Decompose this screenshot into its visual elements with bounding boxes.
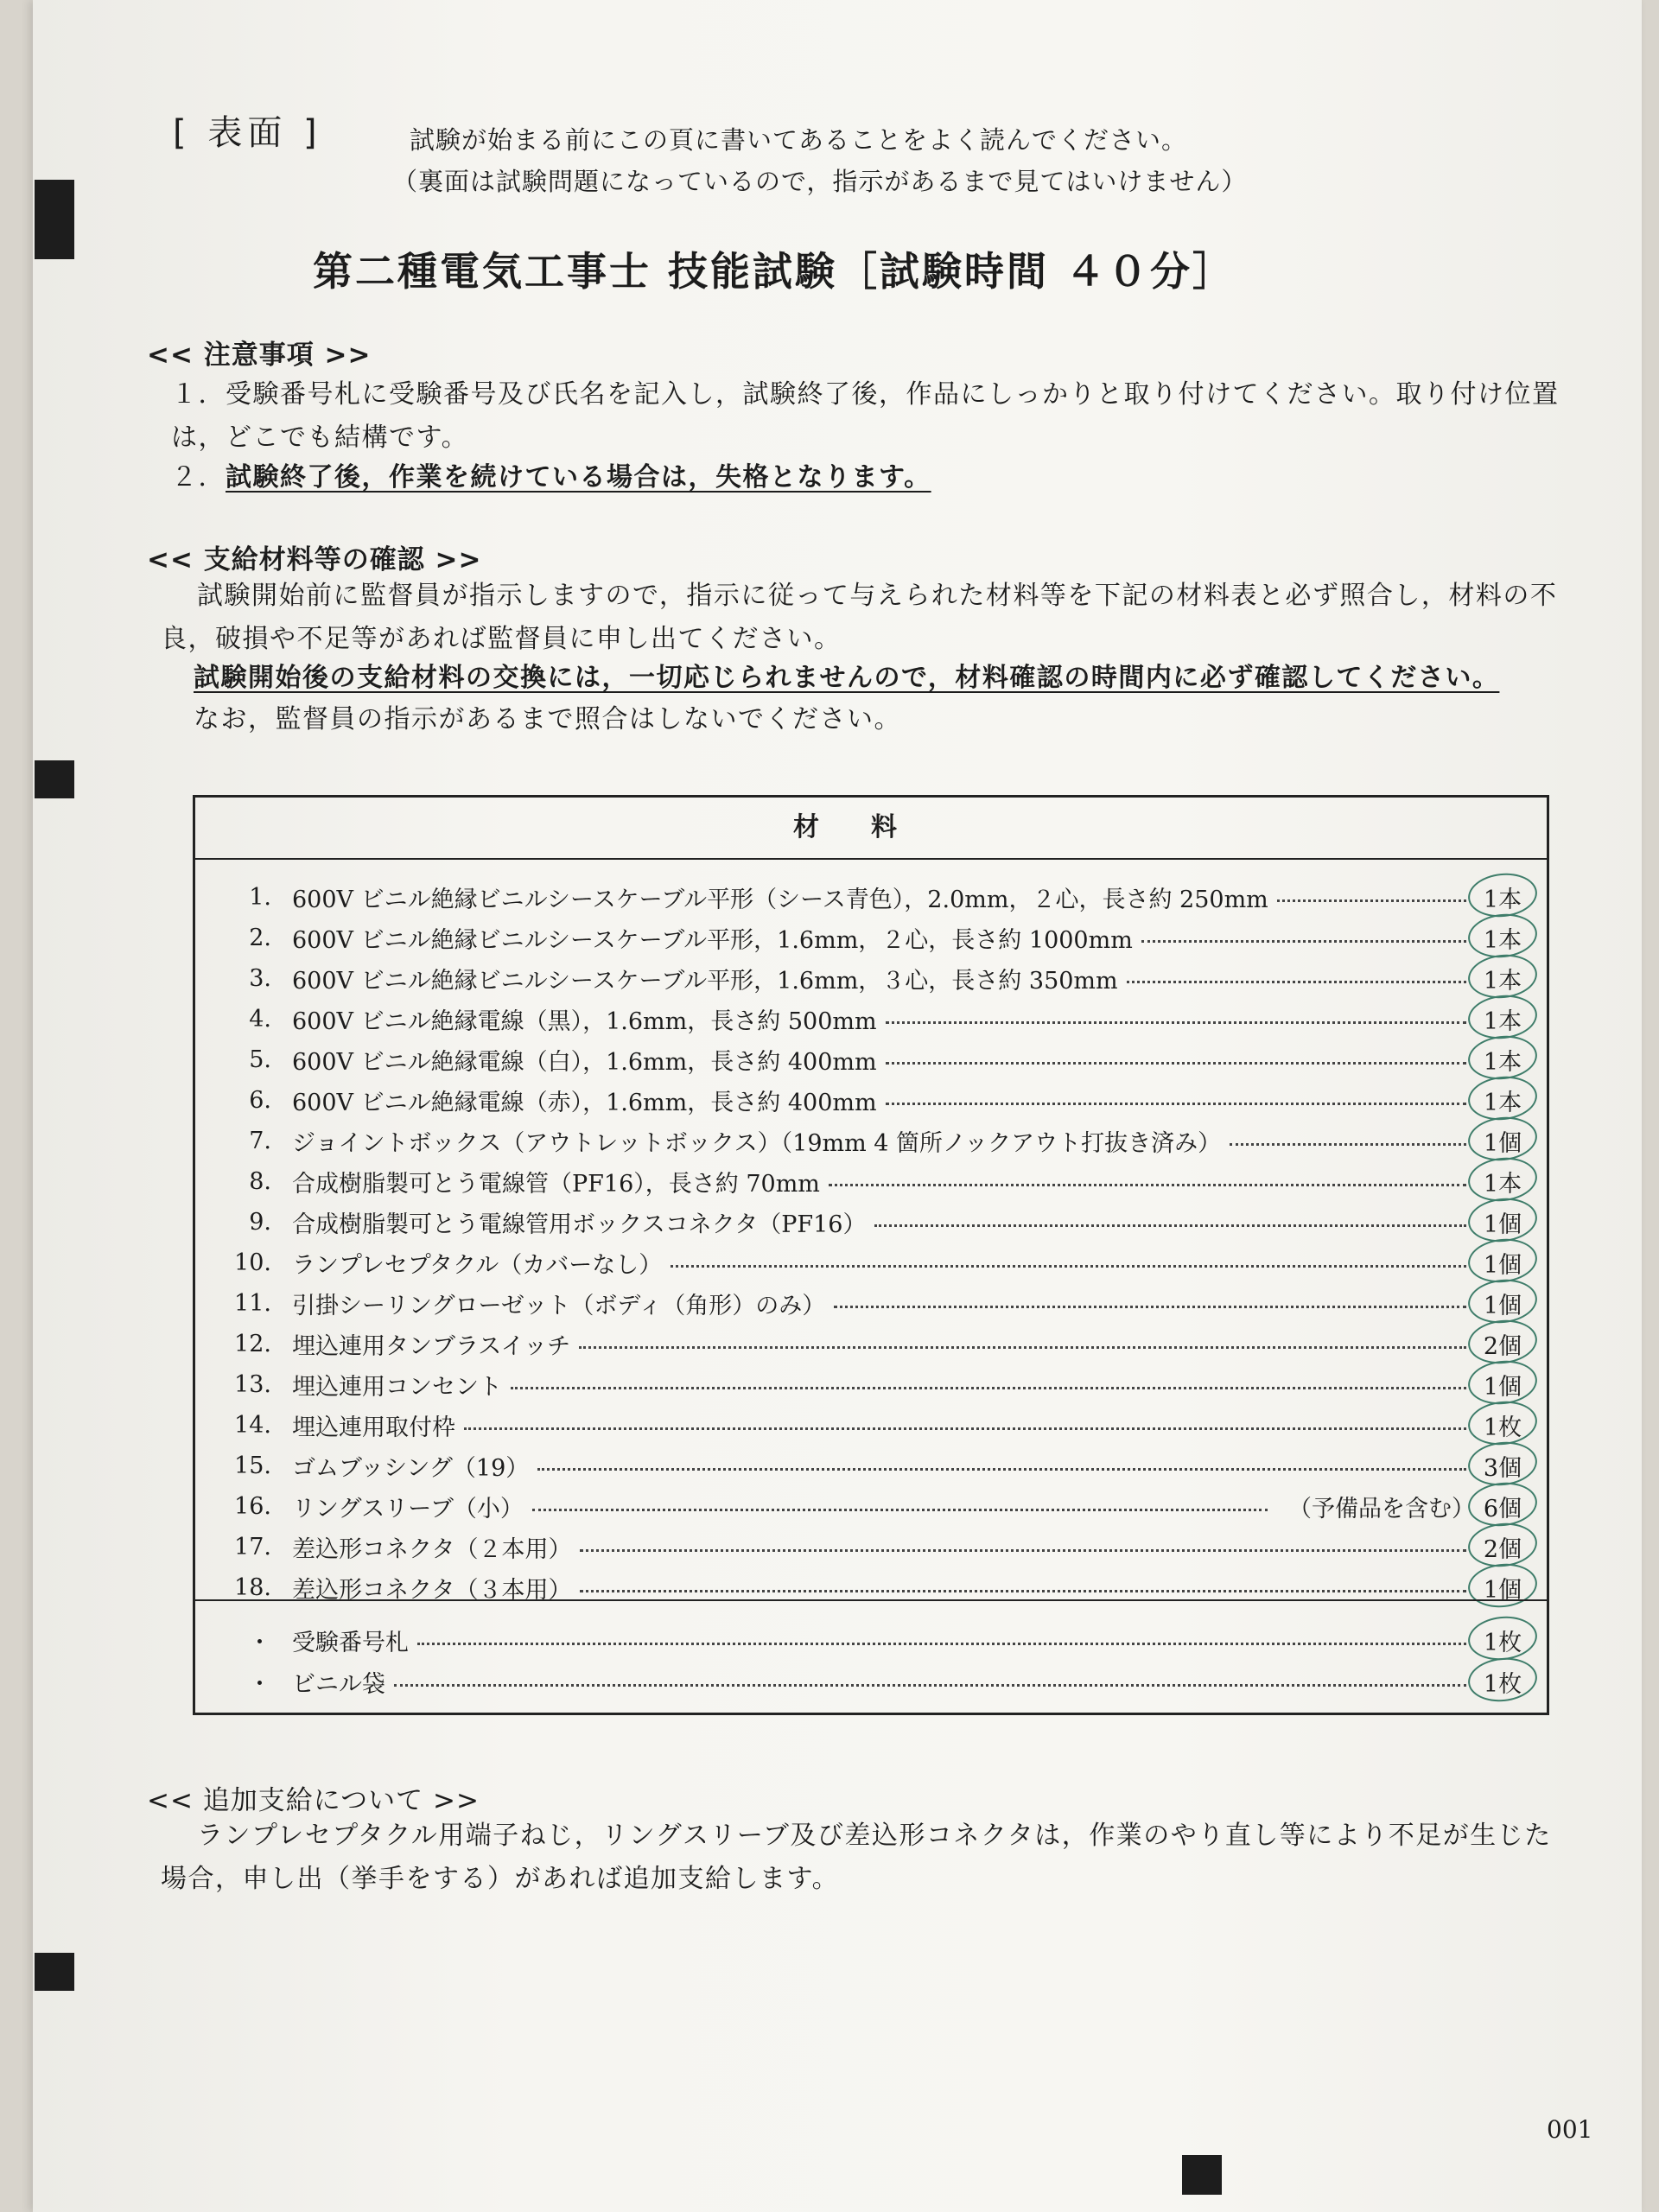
row-number: 1.: [249, 884, 271, 911]
leader-dots: [886, 1062, 1466, 1065]
row-number: 15.: [234, 1452, 271, 1479]
table-row: [195, 1567, 1530, 1608]
leader-dots: [834, 1306, 1466, 1308]
leader-dots: [1127, 981, 1466, 983]
leader-dots: [579, 1346, 1466, 1349]
material-quantity: 1個: [1475, 1571, 1530, 1605]
material-quantity: 2個: [1475, 1327, 1530, 1361]
registration-mark-top: [35, 180, 74, 259]
table-row: [195, 1620, 1530, 1661]
caution-item-1: １．受験番号札に受験番号及び氏名を記入し，試験終了後，作品にしっかりと取り付けてください。取り付け位置は，どこでも結構です。: [171, 379, 1560, 453]
table-row: [195, 1662, 1530, 1702]
leader-dots: [580, 1549, 1466, 1552]
handwritten-check-circle: [1466, 1114, 1540, 1164]
handwritten-check-circle: [1466, 1357, 1540, 1408]
leader-dots: [886, 1103, 1466, 1105]
material-quantity: 1本: [1475, 962, 1530, 995]
material-description: 600V ビニル絶縁電線（白），1.6mm，長さ約 400mm: [292, 1049, 877, 1076]
handwritten-check-circle: [1466, 1317, 1540, 1367]
handwritten-check-circle: [1466, 1276, 1540, 1326]
table-row: [195, 1527, 1530, 1567]
materials-check-paragraph-1: 試験開始前に監督員が指示しますので，指示に従って与えられた材料等を下記の材料表と必ず照合し，材料の不良，破損や不足等があれば監督員に申し出てください。: [161, 581, 1558, 654]
material-note: （予備品を含む）: [1288, 1496, 1475, 1522]
material-description: ゴムブッシング（19）: [292, 1455, 530, 1482]
table-row: [195, 999, 1530, 1039]
handwritten-check-circle: [1466, 1479, 1540, 1529]
materials-check-paragraph-2: 試験開始後の支給材料の交換には，一切応じられませんので，材料確認の時間内に必ず確認してください。: [194, 663, 1500, 693]
row-number: 5.: [249, 1046, 271, 1073]
row-number: 10.: [234, 1249, 271, 1276]
material-description: 600V ビニル絶縁電線（黒），1.6mm，長さ約 500mm: [292, 1008, 877, 1035]
leader-dots: [1141, 940, 1466, 943]
material-description: 受験番号札: [292, 1630, 409, 1656]
materials-check-paragraph-3: なお，監督員の指示があるまで照合はしないでください。: [194, 704, 901, 734]
material-quantity: 1本: [1475, 880, 1530, 914]
row-number: 13.: [234, 1371, 271, 1398]
material-description: 埋込連用コンセント: [292, 1374, 502, 1401]
material-description: ビニル袋: [292, 1671, 385, 1698]
table-row: [195, 1283, 1530, 1324]
handwritten-check-circle: [1466, 1655, 1540, 1705]
registration-mark-middle: [35, 760, 74, 798]
leader-dots: [532, 1509, 1268, 1511]
table-row: [195, 1324, 1530, 1364]
table-row: [195, 1364, 1530, 1405]
leader-dots: [874, 1224, 1466, 1227]
material-quantity: 1枚: [1475, 1665, 1530, 1699]
material-quantity: 1枚: [1475, 1408, 1530, 1442]
table-row: [195, 918, 1530, 958]
materials-check-heading: << 支給材料等の確認 >>: [147, 544, 482, 575]
leader-dots: [671, 1265, 1466, 1268]
table-row: [195, 877, 1530, 918]
instruction-line-2: （裏面は試験問題になっているので，指示があるまで見てはいけません）: [392, 167, 1248, 196]
handwritten-check-circle: [1466, 1154, 1540, 1205]
row-number: 17.: [234, 1534, 271, 1560]
material-quantity: 1個: [1475, 1124, 1530, 1158]
row-number: 2.: [249, 925, 271, 951]
caution-item-2-number: ２．: [171, 462, 226, 493]
material-description: 600V ビニル絶縁ビニルシースケーブル平形，1.6mm，３心，長さ約 350mm: [292, 968, 1118, 995]
table-row: [195, 1486, 1530, 1527]
instruction-line-1: 試験が始まる前にこの頁に書いてあることをよく読んでください。: [410, 125, 1188, 155]
handwritten-check-circle: [1466, 1520, 1540, 1570]
material-description: 差込形コネクタ（３本用）: [292, 1577, 572, 1604]
table-row: [195, 1161, 1530, 1202]
material-description: ランプレセプタクル（カバーなし）: [292, 1252, 663, 1279]
table-row: [195, 1405, 1530, 1446]
row-number: ・: [248, 1630, 271, 1656]
material-description: 埋込連用取付枠: [292, 1414, 455, 1441]
handwritten-check-circle: [1466, 870, 1540, 920]
material-description: リングスリーブ（小）: [292, 1496, 524, 1522]
material-quantity: 1本: [1475, 1165, 1530, 1198]
leader-dots: [394, 1684, 1466, 1687]
material-description: 合成樹脂製可とう電線管（PF16），長さ約 70mm: [292, 1171, 820, 1198]
material-quantity: 3個: [1475, 1449, 1530, 1483]
material-quantity: 1個: [1475, 1287, 1530, 1320]
materials-table-header: 材料: [195, 798, 1547, 860]
leader-dots: [464, 1427, 1466, 1430]
material-quantity: 2個: [1475, 1530, 1530, 1564]
table-row: [195, 1039, 1530, 1080]
row-number: 4.: [249, 1006, 271, 1033]
material-description: ジョイントボックス（アウトレットボックス）（19mm 4 箇所ノックアウト打抜き済み）: [292, 1130, 1222, 1157]
cautions-heading: << 注意事項 >>: [147, 340, 372, 371]
leader-dots: [829, 1184, 1466, 1186]
row-number: 7.: [249, 1128, 271, 1154]
handwritten-check-circle: [1466, 1560, 1540, 1611]
page-title: 第二種電気工事士 技能試験［試験時間 ４０分］: [313, 248, 1236, 295]
row-number: 18.: [234, 1574, 271, 1601]
row-number: 3.: [249, 965, 271, 992]
additional-supply-paragraph: ランプレセプタクル用端子ねじ，リングスリーブ及び差込形コネクタは，作業のやり直し等により不足が生じた場合，申し出（挙手をする）があれば追加支給します。: [161, 1821, 1552, 1894]
material-quantity: 1個: [1475, 1205, 1530, 1239]
leader-dots: [886, 1021, 1466, 1024]
page-number: 001: [1547, 2115, 1593, 2144]
material-quantity: 1本: [1475, 1002, 1530, 1036]
table-row: [195, 1446, 1530, 1486]
row-number: 8.: [249, 1168, 271, 1195]
material-quantity: 1個: [1475, 1246, 1530, 1280]
registration-mark-lower: [35, 1953, 74, 1991]
table-row: [195, 1202, 1530, 1243]
handwritten-check-circle: [1466, 992, 1540, 1042]
material-description: 600V ビニル絶縁ビニルシースケーブル平形（シース青色），2.0mm，２心，長さ約 250mm: [292, 887, 1268, 913]
material-description: 600V ビニル絶縁電線（赤），1.6mm，長さ約 400mm: [292, 1090, 877, 1116]
leader-dots: [580, 1590, 1466, 1592]
row-number: 16.: [234, 1493, 271, 1520]
caution-item-2: [171, 456, 931, 499]
leader-dots: [417, 1643, 1466, 1645]
row-number: 6.: [249, 1087, 271, 1114]
row-number: 12.: [234, 1331, 271, 1357]
handwritten-check-circle: [1466, 1073, 1540, 1123]
material-quantity: 1本: [1475, 1084, 1530, 1117]
exam-sheet: [33, 0, 1642, 2212]
caution-item-2-text: 試験終了後，作業を続けている場合は，失格となります。: [226, 462, 931, 493]
row-number: 14.: [234, 1412, 271, 1439]
material-quantity: 6個: [1475, 1490, 1530, 1523]
table-row: [195, 958, 1530, 999]
material-quantity: 1本: [1475, 1043, 1530, 1077]
handwritten-check-circle: [1466, 911, 1540, 961]
row-number: 11.: [234, 1290, 271, 1317]
leader-dots: [1277, 899, 1466, 902]
material-description: 埋込連用タンブラスイッチ: [292, 1333, 571, 1360]
table-row: [195, 1243, 1530, 1283]
handwritten-check-circle: [1466, 1398, 1540, 1448]
material-quantity: 1本: [1475, 921, 1530, 955]
leader-dots: [537, 1468, 1466, 1471]
materials-table: [193, 795, 1549, 1715]
additional-supply-heading: << 追加支給について >>: [147, 1785, 480, 1816]
registration-mark-bottom: [1182, 2155, 1222, 2195]
handwritten-check-circle: [1466, 1195, 1540, 1245]
table-row: [195, 1080, 1530, 1121]
leader-dots: [511, 1387, 1466, 1389]
material-quantity: 1枚: [1475, 1624, 1530, 1657]
handwritten-check-circle: [1466, 1613, 1540, 1663]
material-description: 差込形コネクタ（２本用）: [292, 1536, 572, 1563]
row-number: ・: [248, 1671, 271, 1698]
leader-dots: [1230, 1143, 1466, 1146]
handwritten-check-circle: [1466, 1033, 1540, 1083]
handwritten-check-circle: [1466, 1439, 1540, 1489]
face-label: [ 表面 ]: [173, 113, 322, 153]
handwritten-check-circle: [1466, 1236, 1540, 1286]
handwritten-check-circle: [1466, 951, 1540, 1001]
table-row: [195, 1121, 1530, 1161]
row-number: 9.: [249, 1209, 271, 1236]
material-quantity: 1個: [1475, 1368, 1530, 1402]
material-description: 引掛シーリングローゼット（ボディ（角形）のみ）: [292, 1293, 826, 1319]
material-description: 合成樹脂製可とう電線管用ボックスコネクタ（PF16）: [292, 1211, 867, 1238]
material-description: 600V ビニル絶縁ビニルシースケーブル平形，1.6mm，２心，長さ約 1000mm: [292, 927, 1133, 954]
table-divider: [195, 1599, 1547, 1601]
